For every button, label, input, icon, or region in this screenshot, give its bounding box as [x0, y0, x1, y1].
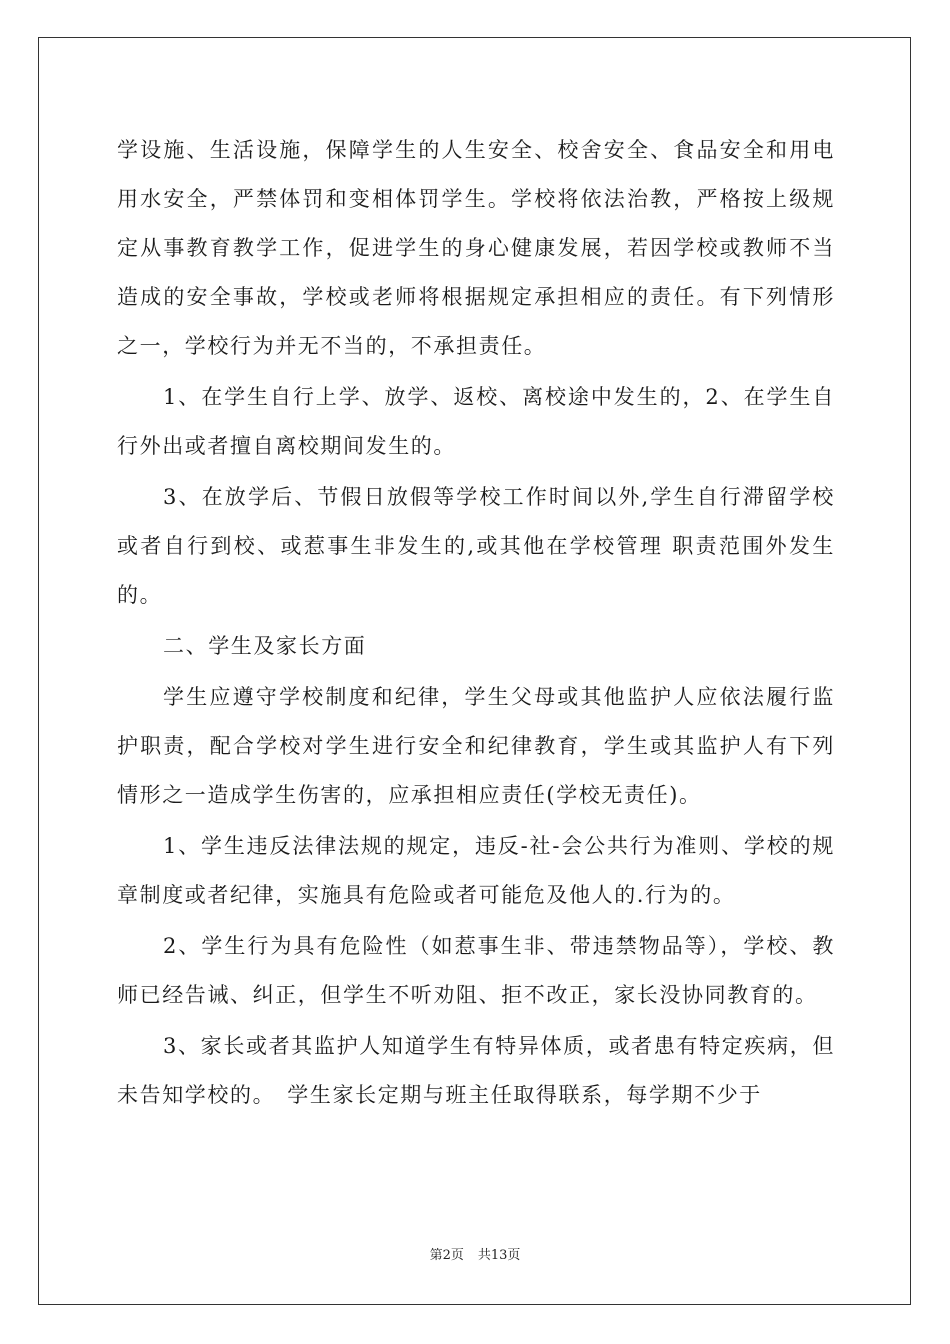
document-body [117, 126, 835, 1120]
paragraph-5: 1、学生违反法律法规的规定，违反-社-会公共行为准则、学校的规章制度或者纪律，实施具有危险或者可能危及他人的.行为的。 [117, 834, 835, 907]
paragraph-7: 3、家长或者其监护人知道学生有特异体质，或者患有特定疾病，但未告知学校的。 学生家长定期与班主任取得联系，每学期不少于 [117, 1034, 835, 1107]
page-footer [0, 1247, 950, 1265]
paragraph-3: 3、在放学后、节假日放假等学校工作时间以外,学生自行滞留学校或者自行到校、或惹事生非发生的,或其他在学校管理 职责范围外发生的。 [117, 485, 835, 607]
paragraph-1: 学设施、生活设施，保障学生的人生安全、校舍安全、食品安全和用电用水安全，严禁体罚和变相体罚学生。学校将依法治教，严格按上级规定从事教育教学工作，促进学生的身心健康发展，若因学校或教师不当造成的安全事故，学校或老师将根据规定承担相应的责任。有下列情形之一，学校行为并无不当的，不承担责任。 [117, 138, 835, 358]
paragraph-4: 学生应遵守学校制度和纪律，学生父母或其他监护人应依法履行监护职责，配合学校对学生进行安全和纪律教育，学生或其监护人有下列情形之一造成学生伤害的，应承担相应责任(学校无责任)。 [117, 685, 835, 807]
section-heading: 二、学生及家长方面 [163, 634, 367, 658]
paragraph-6: 2、学生行为具有危险性（如惹事生非、带违禁物品等），学校、教师已经告诫、纠正，但学生不听劝阻、拒不改正，家长没协同教育的。 [117, 934, 835, 1007]
page-number: 第2页 [429, 1248, 464, 1263]
paragraph-2: 1、在学生自行上学、放学、返校、离校途中发生的，2、在学生自行外出或者擅自离校期间发生的。 [117, 385, 835, 458]
page-total: 共13页 [477, 1248, 521, 1263]
